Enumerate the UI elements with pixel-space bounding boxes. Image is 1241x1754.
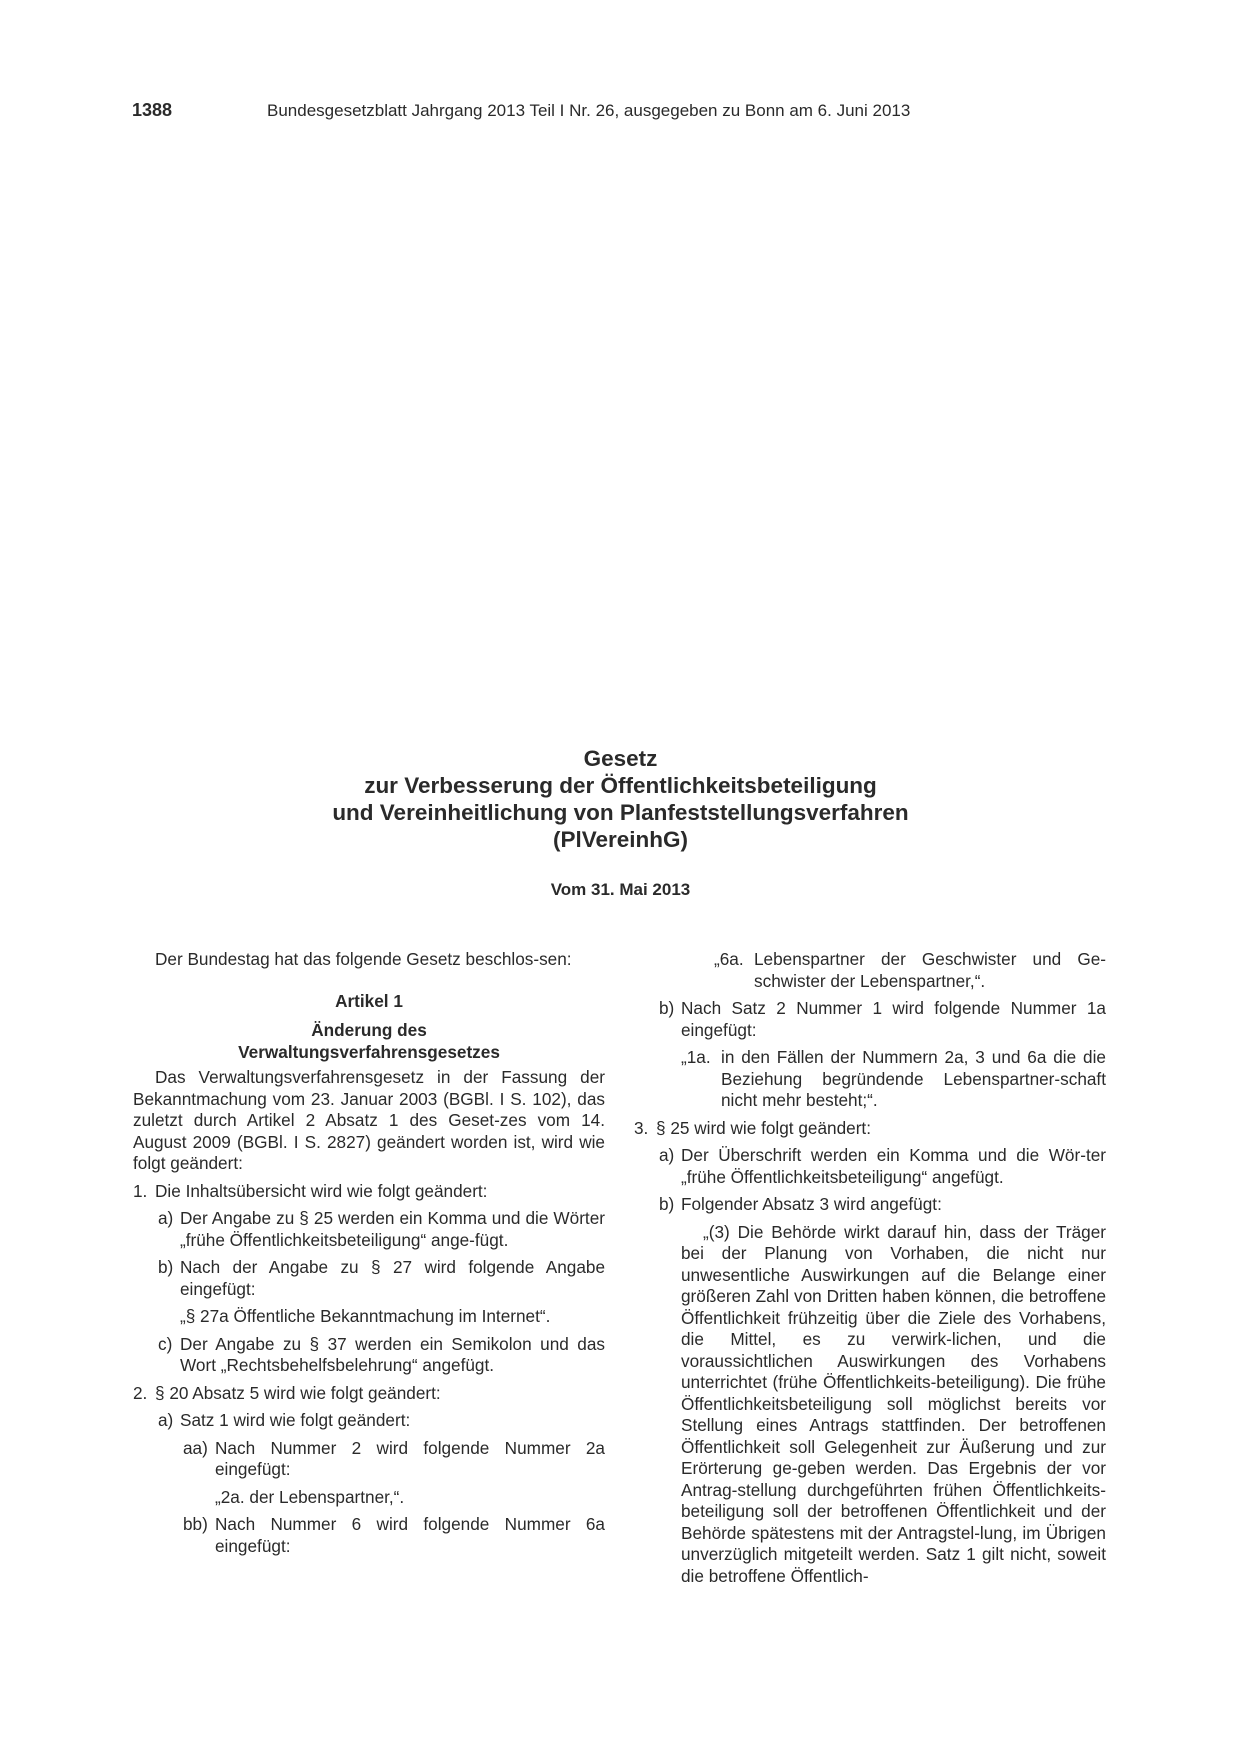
quoted-insert	[133, 1487, 605, 1509]
title-line-1: Gesetz	[583, 746, 658, 771]
item-text: Der Angabe zu § 25 werden ein Komma und die Wörter „frühe Öffentlichkeitsbeteiligung“ ange-fügt.	[180, 1208, 605, 1250]
list-item	[133, 1334, 605, 1377]
item-text: § 25 wird wie folgt geändert:	[656, 1117, 871, 1138]
item-text: Der Überschrift werden ein Komma und die Wör-ter „frühe Öffentlichkeitsbeteiligung“ angefügt.	[681, 1145, 1106, 1187]
article-title-line-1: Änderung des	[311, 1020, 427, 1040]
list-item	[634, 1194, 1106, 1216]
quote-text: Lebenspartner der Geschwister und Ge-schwister der Lebenspartner,“.	[754, 949, 1106, 991]
preamble-paragraph: Das Verwaltungsverfahrensgesetz in der Fassung der Bekanntmachung vom 23. Januar 2003 (BGBl. I S. 102), das zuletzt durch Artikel 2 Absatz 1 des Geset-zes vom 14. August 2009 (BGBl. I S. 2827) geändert worden ist, wird wie folgt geändert:	[133, 1067, 605, 1173]
list-item	[133, 1257, 605, 1300]
item-marker: bb)	[183, 1514, 208, 1534]
list-item	[634, 1118, 1106, 1140]
page-header	[132, 100, 1112, 124]
item-marker: c)	[158, 1333, 173, 1354]
list-item	[133, 1410, 605, 1432]
list-item	[634, 1145, 1106, 1188]
title-line-2: zur Verbesserung der Öffentlichkeitsbeteiligung	[364, 773, 877, 798]
title-line-4: (PlVereinhG)	[552, 827, 689, 852]
article-title-line-2: Verwaltungsverfahrensgesetzes	[238, 1041, 500, 1062]
list-item	[133, 1383, 605, 1405]
item-marker: b)	[659, 1194, 675, 1214]
item-text: Die Inhaltsübersicht wird wie folgt geändert:	[155, 1180, 488, 1201]
publication-header: Bundesgesetzblatt Jahrgang 2013 Teil I Nr. 26, ausgegeben zu Bonn am 6. Juni 2013	[267, 101, 911, 120]
item-text: Der Angabe zu § 37 werden ein Semikolon und das Wort „Rechtsbehelfsbelehrung“ angefügt.	[180, 1333, 605, 1375]
quote-marker: „6a.	[714, 949, 744, 969]
item-text: Nach Nummer 2 wird folgende Nummer 2a eingefügt:	[215, 1437, 605, 1479]
intro-paragraph: Der Bundestag hat das folgende Gesetz beschlos-sen:	[155, 949, 572, 969]
quote-text: „§ 27a Öffentliche Bekanntmachung im Internet“.	[180, 1306, 551, 1326]
item-text: Nach der Angabe zu § 27 wird folgende Angabe eingefügt:	[180, 1257, 605, 1299]
article-label: Artikel 1	[335, 990, 403, 1011]
title-line-3: und Vereinheitlichung von Planfeststellungsverfahren	[332, 800, 909, 825]
law-title-block	[0, 745, 1241, 900]
right-column	[634, 949, 1106, 1593]
list-item	[634, 998, 1106, 1041]
item-marker: b)	[158, 1257, 174, 1277]
item-text: Folgender Absatz 3 wird angefügt:	[681, 1194, 942, 1214]
page-number: 1388	[132, 100, 173, 120]
quoted-insert	[634, 949, 1106, 992]
item-marker: a)	[158, 1208, 174, 1228]
absatz-3-text: „(3) Die Behörde wirkt darauf hin, dass der Träger bei der Planung von Vorhaben, die nicht nur unwesentliche Auswirkungen auf die Belange einer größeren Zahl von Dritten haben können, die betroffene Öffentlichkeit frühzeitig über die Ziele des Vorhabens, die Mittel, es zu verwirk-lichen, und die voraussichtlichen Auswirkungen des Vorhabens unterrichtet (frühe Öffentlichkeits-beteiligung). Die frühe Öffentlichkeitsbeteiligung soll möglichst bereits vor Stellung eines Antrags stattfinden. Der betroffenen Öffentlichkeit soll Gelegenheit zur Äußerung und zur Erörterung ge-geben werden. Das Ergebnis der vor Antrag-stellung durchgeführten frühen Öffentlichkeits-beteiligung soll der betroffenen Öffentlichkeit und der Behörde spätestens mit der Antragstel-lung, im Übrigen unverzüglich mitgeteilt werden. Satz 1 gilt nicht, soweit die betroffene Öffentlich-	[681, 1221, 1106, 1586]
item-text: Nach Nummer 6 wird folgende Nummer 6a eingefügt:	[215, 1514, 605, 1556]
quoted-insert	[634, 1047, 1106, 1112]
item-marker: a)	[158, 1410, 174, 1430]
item-marker: b)	[659, 998, 675, 1018]
quote-text: in den Fällen der Nummern 2a, 3 und 6a die die Beziehung begründende Lebenspartner-schaft nicht mehr besteht;“.	[721, 1047, 1106, 1110]
list-item	[133, 1514, 605, 1557]
list-item	[133, 1438, 605, 1481]
item-marker: 2.	[133, 1382, 148, 1403]
quoted-insert	[133, 1306, 605, 1328]
item-marker: a)	[659, 1145, 675, 1165]
quoted-insert	[634, 1222, 1106, 1588]
enactment-date: Vom 31. Mai 2013	[550, 880, 691, 899]
item-marker: aa)	[183, 1437, 208, 1458]
list-item	[133, 1208, 605, 1251]
list-item	[133, 1181, 605, 1203]
item-text: Nach Satz 2 Nummer 1 wird folgende Nummer 1a eingefügt:	[681, 998, 1106, 1040]
item-text: Satz 1 wird wie folgt geändert:	[180, 1410, 411, 1430]
item-text: § 20 Absatz 5 wird wie folgt geändert:	[155, 1382, 441, 1403]
quote-marker: „1a.	[681, 1047, 711, 1067]
item-marker: 1.	[133, 1180, 148, 1201]
left-column	[133, 949, 605, 1563]
quote-text: „2a. der Lebenspartner,“.	[215, 1486, 405, 1507]
item-marker: 3.	[634, 1117, 649, 1138]
